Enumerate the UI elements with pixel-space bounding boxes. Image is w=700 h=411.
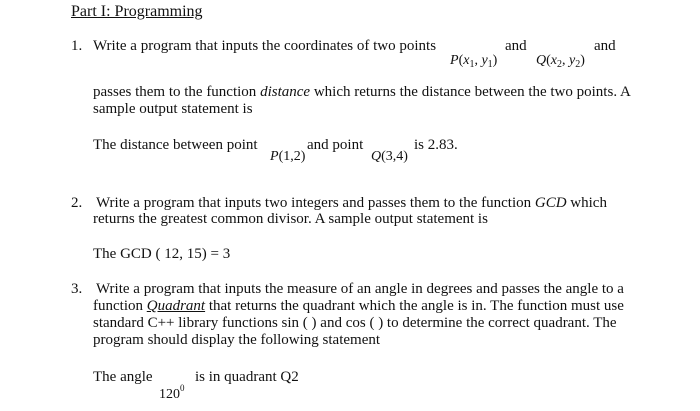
function-name-distance: distance xyxy=(260,84,311,100)
item-3-line-1: Write a program that inputs the measure of an angle in degrees and passes the angle to a xyxy=(96,281,624,297)
item-3-line-4: program should display the following statement xyxy=(93,332,381,348)
item-2-sample: The GCD ( 12, 15) = 3 xyxy=(93,246,231,262)
part-title: Part I: Programming xyxy=(71,3,203,20)
sample-angle: $120^0$ xyxy=(159,383,185,402)
degree-superscript: 0 xyxy=(180,383,185,393)
item-1-line-1: Write a program that inputs the coordinates of two points xyxy=(93,38,437,54)
item-2-line-1: Write a program that inputs two integers and passes them to the function GCD which xyxy=(96,195,607,211)
point-p-formula: $P(x_1$, $y_1$) xyxy=(450,53,498,70)
sample-point-p: P(1,2) xyxy=(270,149,306,164)
item-2-line-2: returns the greatest common divisor. A sample output statement is xyxy=(93,211,488,227)
point-p-name: P xyxy=(450,53,459,68)
function-name-gcd: GCD xyxy=(534,195,567,211)
item-3-line-3: standard C++ library functions sin ( ) and cos ( ) to determine the correct quadrant. The xyxy=(93,315,617,331)
item-3-number: 3. xyxy=(71,281,83,297)
item-1-line-3: sample output statement is xyxy=(93,101,253,117)
item-3-sample-post: is in quadrant Q2 xyxy=(195,369,299,385)
item-3-line-2: function Quadrant that returns the quadrant which the angle is in. The function must use xyxy=(93,298,624,314)
function-name-quadrant: Quadrant xyxy=(146,298,206,314)
sample-point-q: Q(3,4) xyxy=(371,149,408,164)
item-1-and-2: and xyxy=(594,38,616,54)
item-2-number: 2. xyxy=(71,195,83,211)
item-1-sample-pre: The distance between point xyxy=(93,137,258,153)
item-3-sample-pre: The angle xyxy=(93,369,153,385)
item-1-and-1: and xyxy=(505,38,527,54)
item-1-line-2: passes them to the function distance which returns the distance between the two points. A xyxy=(93,84,631,100)
point-q-formula: $Q(x_2$, $y_2$) xyxy=(536,53,585,70)
item-1-sample-mid: and point xyxy=(307,137,364,153)
point-q-name: Q xyxy=(536,53,547,68)
item-1-sample-post: is 2.83. xyxy=(414,137,458,153)
item-1-number: 1. xyxy=(71,38,83,54)
